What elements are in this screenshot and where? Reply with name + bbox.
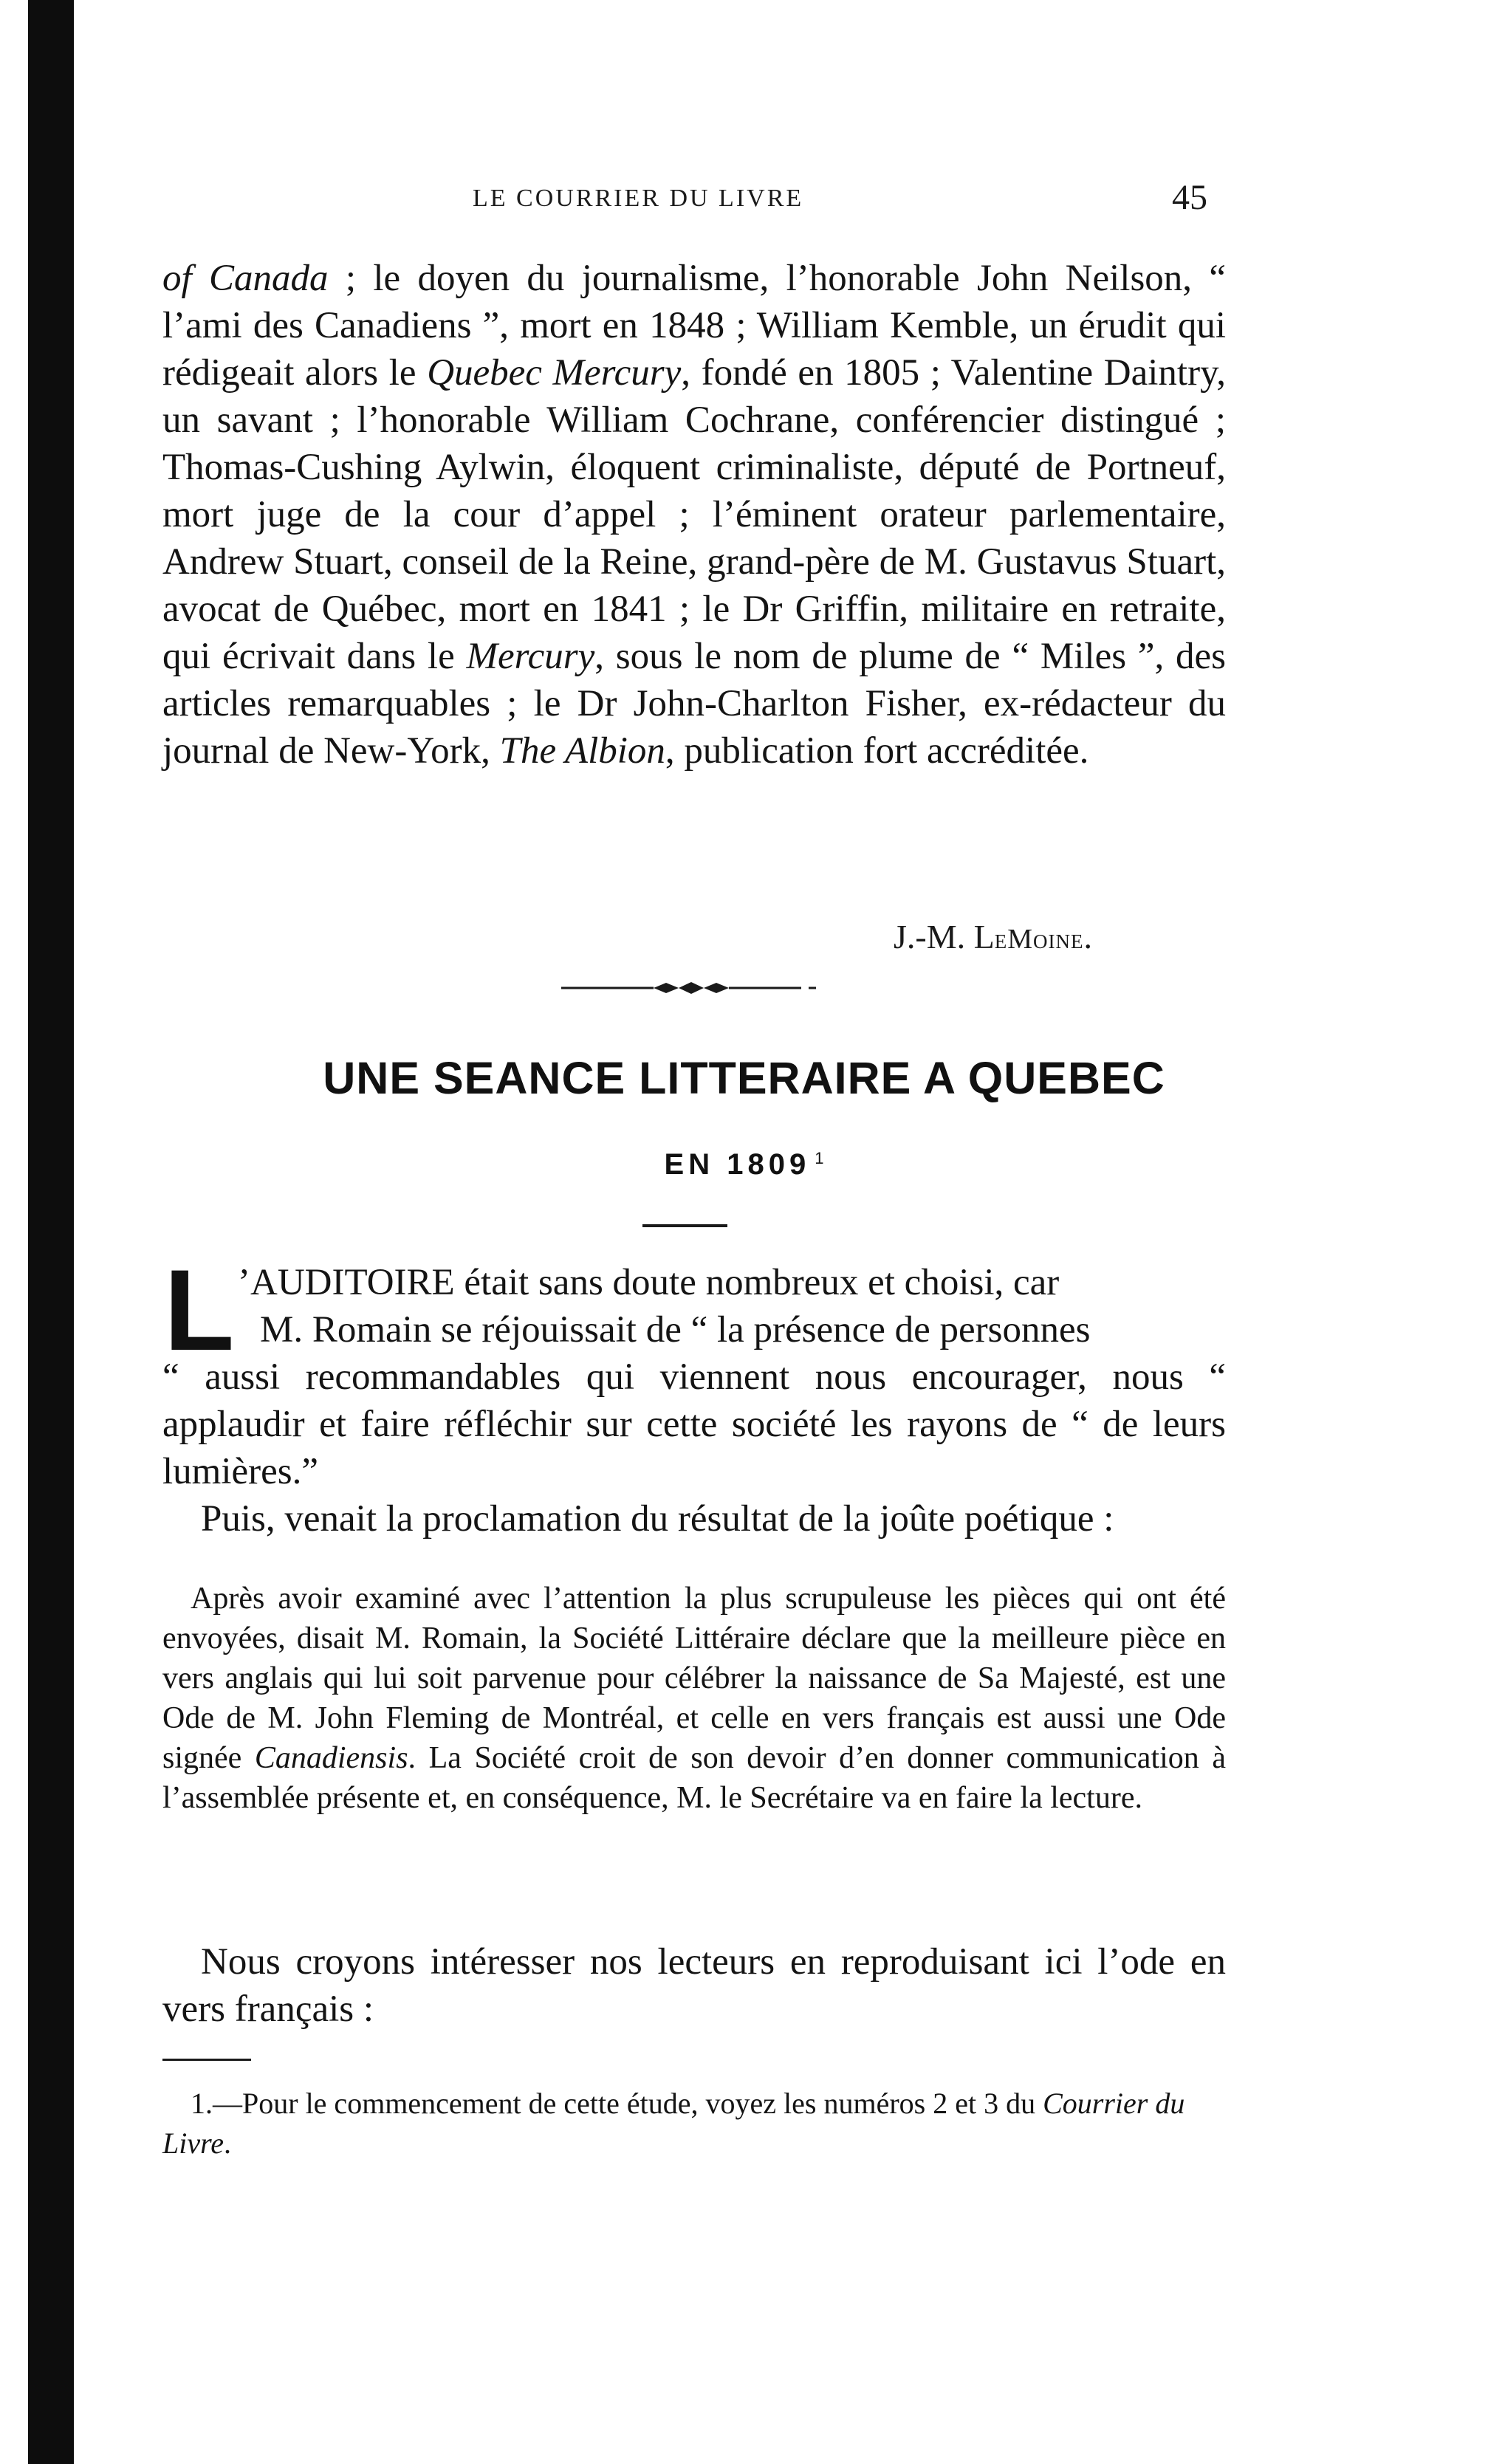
quoted-proclamation [162, 1579, 1226, 1818]
lead-lines-second [260, 1306, 1091, 1353]
ode-intro-paragraph: Nous croyons intéresser nos lecteurs en reproduisant ici l’ode en vers français : [162, 1941, 1226, 2030]
lead-lines [238, 1259, 1059, 1306]
article-subtitle [0, 1148, 1488, 1181]
binding-edge [28, 0, 74, 2464]
text-segment: . La Société croit de son devoir d’en donner communication à l’assemblée présente et, en conséquence, M. le Secrétaire va en faire la lecture. [162, 1741, 1226, 1815]
continuation-paragraph [162, 255, 1226, 775]
text-segment: of Canada [162, 258, 329, 299]
text-segment: . [223, 2127, 231, 2160]
lead-line: ’AUDITOIRE était sans doute nombreux et choisi, car [238, 1262, 1060, 1303]
lead-continuation: “ aussi recommandables qui viennent nous encourager, nous “ applaudir et faire réfléchir sur cette société les rayons de “ de leurs lumières.” [162, 1356, 1226, 1492]
author-signature [894, 917, 1092, 956]
closing-body [162, 1938, 1226, 2033]
footnote [162, 2084, 1226, 2163]
page-number: 45 [1172, 178, 1207, 217]
text-segment: The Albion [499, 730, 665, 772]
text-segment: Courrier du Livre [162, 2087, 1185, 2160]
text-segment: , sous le nom de plume de “ Miles ”, des articles remarquables ; le Dr John-Charlton Fisher, ex-rédacteur du journal de New-York, [162, 636, 1227, 772]
proclamation-paragraph: Puis, venait la proclamation du résultat de la joûte poétique : [201, 1498, 1114, 1540]
text-segment: Après avoir examiné avec l’attention la plus scrupuleuse les pièces qui ont été envoyées, disait M. Romain, la Société Littéraire déclare que la meilleure pièce en vers anglais qui lui soit parvenue pour célébrer la naissance de Sa Majesté, est une Ode de M. John Fleming de Montréal, et celle en vers français est aussi une Ode signée [162, 1582, 1226, 1775]
signature-smallcaps: eMoine [994, 924, 1084, 955]
section-ornament [561, 973, 820, 1003]
text-segment: Canadiensis [254, 1741, 408, 1775]
footnote-marker: 1 [815, 1148, 824, 1167]
signature-suffix: . [1083, 918, 1092, 955]
running-title: LE COURRIER DU LIVRE [473, 185, 804, 212]
title-rule [642, 1224, 727, 1227]
previous-article-body [162, 255, 1226, 775]
signature-prefix: J.-M. L [894, 918, 995, 955]
article-body [162, 1353, 1226, 1542]
text-segment: ; le doyen du journalisme, l’honorable John Neilson, “ l’ami des Canadiens ”, mort en 1848 ; William Kemble, un érudit qui rédigeait alors le [162, 258, 1227, 394]
lead-line: M. Romain se réjouissait de “ la présence de personnes [260, 1309, 1091, 1351]
drop-cap: L [164, 1246, 235, 1375]
text-segment: Mercury [466, 636, 595, 677]
text-segment: 1.—Pour le commencement de cette étude, voyez les numéros 2 et 3 du [191, 2087, 1043, 2120]
article-title: UNE SEANCE LITTERAIRE A QUEBEC [323, 1053, 1165, 1103]
text-segment: , fondé en 1805 ; Valentine Daintry, un savant ; l’honorable William Cochrane, conférencier distingué ; Thomas-Cushing Aylwin, éloquent criminaliste, député de Portneuf, mort juge de la cour d’appel ; l’éminent orateur parlementaire, Andrew Stuart, conseil de la Reine, grand-père de M. Gustavus Stuart, avocat de Québec, mort en 1841 ; le Dr Griffin, militaire en retraite, qui écrivait dans le [162, 352, 1227, 677]
text-segment: , publication fort accréditée. [665, 730, 1089, 772]
text-segment: Quebec Mercury [427, 352, 682, 394]
footnote-rule [162, 2059, 251, 2061]
subtitle-text: EN 1809 [664, 1148, 811, 1181]
